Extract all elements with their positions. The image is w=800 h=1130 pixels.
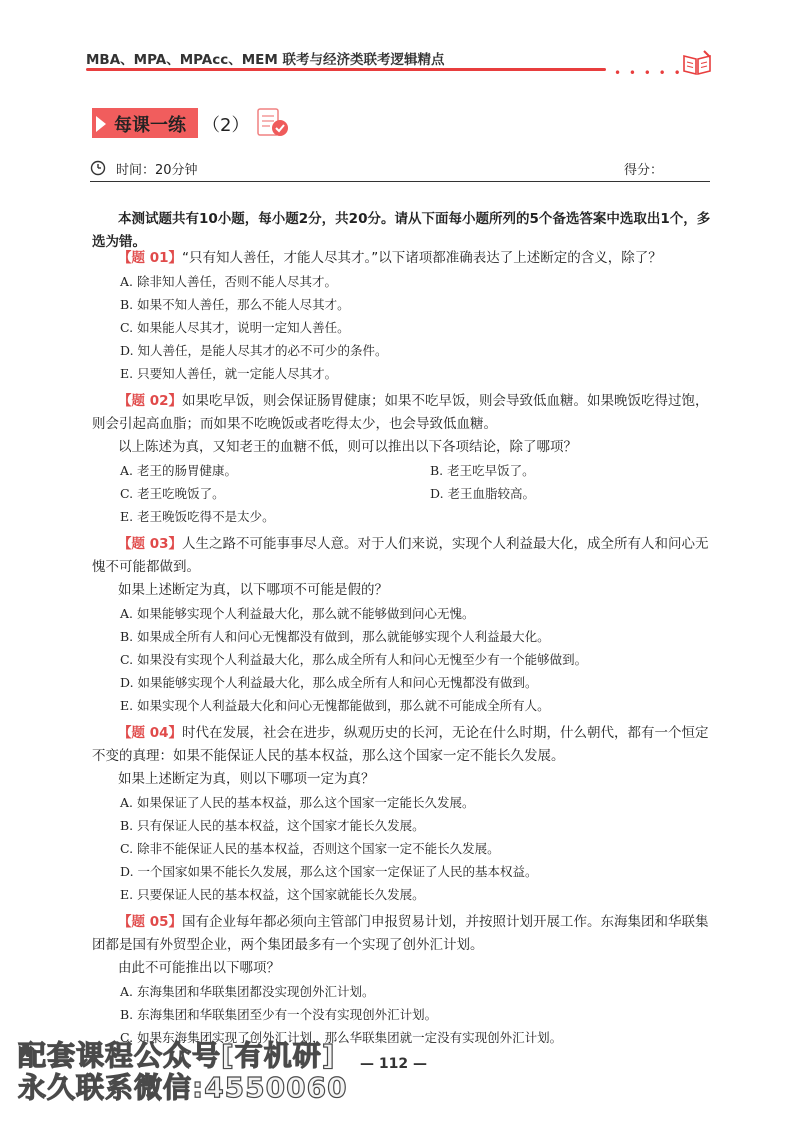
option-b: B. 老王吃早饭了。 <box>430 463 535 478</box>
option-d: D. 一个国家如果不能长久发展，那么这个国家一定保证了人民的基本权益。 <box>120 864 538 879</box>
option-d: D. 如果能够实现个人利益最大化，那么成全所有人和问心无愧都没有做到。 <box>120 675 538 690</box>
option-d: D. 知人善任，是能人尽其才的必不可少的条件。 <box>120 343 388 358</box>
time-limit: 时间：20分钟 <box>116 163 198 178</box>
option-e: E. 只要保证人民的基本权益，这个国家就能长久发展。 <box>120 887 425 902</box>
option-c: C. 如果东海集团实现了创外汇计划，那么华联集团就一定没有实现创外汇计划。 <box>120 1030 563 1045</box>
watermark-line-2: 永久联系微信:4550060 <box>18 1071 348 1104</box>
section-title: 每课一练 <box>114 115 186 136</box>
watermark <box>18 1040 348 1104</box>
option-b: B. 东海集团和华联集团至少有一个没有实现创外汇计划。 <box>120 1007 438 1022</box>
option-list <box>92 791 712 906</box>
question-prompt: 如果上述断定为真，以下哪项不可能是假的？ <box>118 582 388 598</box>
question-stem <box>92 390 712 436</box>
question-2 <box>92 390 712 528</box>
option-list <box>92 459 712 528</box>
header-dots: • • • • • <box>614 66 683 80</box>
stem-text: 人生之路不可能事事尽人意。对于人们来说，实现个人利益最大化，成全所有人和问心无愧不可能都做到。 <box>92 536 709 575</box>
question-prompt: 以上陈述为真，又知老王的血糖不低，则可以推出以下各项结论，除了哪项？ <box>118 439 577 455</box>
section-number: （2） <box>202 115 250 136</box>
page-header <box>86 44 726 84</box>
question-tag: 【题 02】 <box>118 393 182 409</box>
question-tag: 【题 05】 <box>118 914 182 930</box>
header-title: MBA、MPA、MPAcc、MEM 联考与经济类联考逻辑精点 <box>86 52 445 68</box>
option-b: B. 如果不知人善任，那么不能人尽其才。 <box>120 297 350 312</box>
stem-text: 国有企业每年都必须向主管部门申报贸易计划，并按照计划开展工作。东海集团和华联集团都是国有外贸型企业，两个集团最多有一个实现了创外汇计划。 <box>92 914 709 953</box>
question-tag: 【题 03】 <box>118 536 182 552</box>
option-d: D. 老王血脂较高。 <box>430 486 536 501</box>
header-rule <box>86 68 606 71</box>
question-tag: 【题 04】 <box>118 725 182 741</box>
stem-text: “只有知人善任，才能人尽其才。”以下诸项都准确表达了上述断定的含义，除了？ <box>182 250 662 266</box>
question-tag: 【题 01】 <box>118 250 182 266</box>
question-5 <box>92 911 712 1049</box>
option-a: A. 如果保证了人民的基本权益，那么这个国家一定能长久发展。 <box>120 795 475 810</box>
question-3 <box>92 533 712 717</box>
option-c: C. 老王吃晚饭了。 <box>120 486 225 501</box>
option-a: A. 东海集团和华联集团都没实现创外汇计划。 <box>120 984 375 999</box>
question-list <box>92 247 712 1054</box>
option-a: A. 除非知人善任，否则不能人尽其才。 <box>120 274 337 289</box>
play-arrow-icon <box>96 116 106 132</box>
instructions: 本测试题共有10小题，每小题2分，共20分。请从下面每小题所列的5个备选答案中选取出1个，多选为错。 <box>92 210 711 250</box>
question-prompt: 如果上述断定为真，则以下哪项一定为真？ <box>118 771 375 787</box>
question-1 <box>92 247 712 385</box>
question-stem <box>92 722 712 768</box>
option-c: C. 除非不能保证人民的基本权益，否则这个国家一定不能长久发展。 <box>120 841 500 856</box>
stem-text: 如果吃早饭，则会保证肠胃健康；如果不吃早饭，则会导致低血糖。如果晚饭吃得过饱，则会引起高血脂；而如果不吃晚饭或者吃得太少，也会导致低血糖。 <box>92 393 709 432</box>
question-stem <box>92 911 712 957</box>
option-c: C. 如果没有实现个人利益最大化，那么成全所有人和问心无愧至少有一个能够做到。 <box>120 652 588 667</box>
divider <box>90 181 710 182</box>
document-check-icon <box>256 106 292 140</box>
option-e: E. 老王晚饭吃得不是太少。 <box>120 509 275 524</box>
question-4 <box>92 722 712 906</box>
question-stem <box>92 533 712 579</box>
option-a: A. 老王的肠胃健康。 <box>120 463 237 478</box>
option-c: C. 如果能人尽其才，说明一定知人善任。 <box>120 320 350 335</box>
option-b: B. 如果成全所有人和问心无愧都没有做到，那么就能够实现个人利益最大化。 <box>120 629 550 644</box>
option-list <box>92 602 712 717</box>
option-b: B. 只有保证人民的基本权益，这个国家才能长久发展。 <box>120 818 425 833</box>
option-a: A. 如果能够实现个人利益最大化，那么就不能够做到问心无愧。 <box>120 606 475 621</box>
option-list <box>92 270 712 385</box>
option-e: E. 只要知人善任，就一定能人尽其才。 <box>120 366 338 381</box>
question-prompt: 由此不可能推出以下哪项？ <box>118 960 280 976</box>
stem-text: 时代在发展，社会在进步，纵观历史的长河，无论在什么时期，什么朝代，都有一个恒定不变的真理：如果不能保证人民的基本权益，那么这个国家一定不能长久发展。 <box>92 725 709 764</box>
score-label: 得分： <box>624 163 664 178</box>
watermark-line-1: 配套课程公众号[有机研] <box>18 1039 336 1072</box>
time-score-row <box>90 158 710 182</box>
question-stem <box>92 247 712 270</box>
book-icon <box>682 50 712 76</box>
clock-icon <box>90 160 106 176</box>
option-e: E. 如果实现个人利益最大化和问心无愧都能做到，那么就不可能成全所有人。 <box>120 698 550 713</box>
page-number: — 112 — <box>360 1056 427 1072</box>
